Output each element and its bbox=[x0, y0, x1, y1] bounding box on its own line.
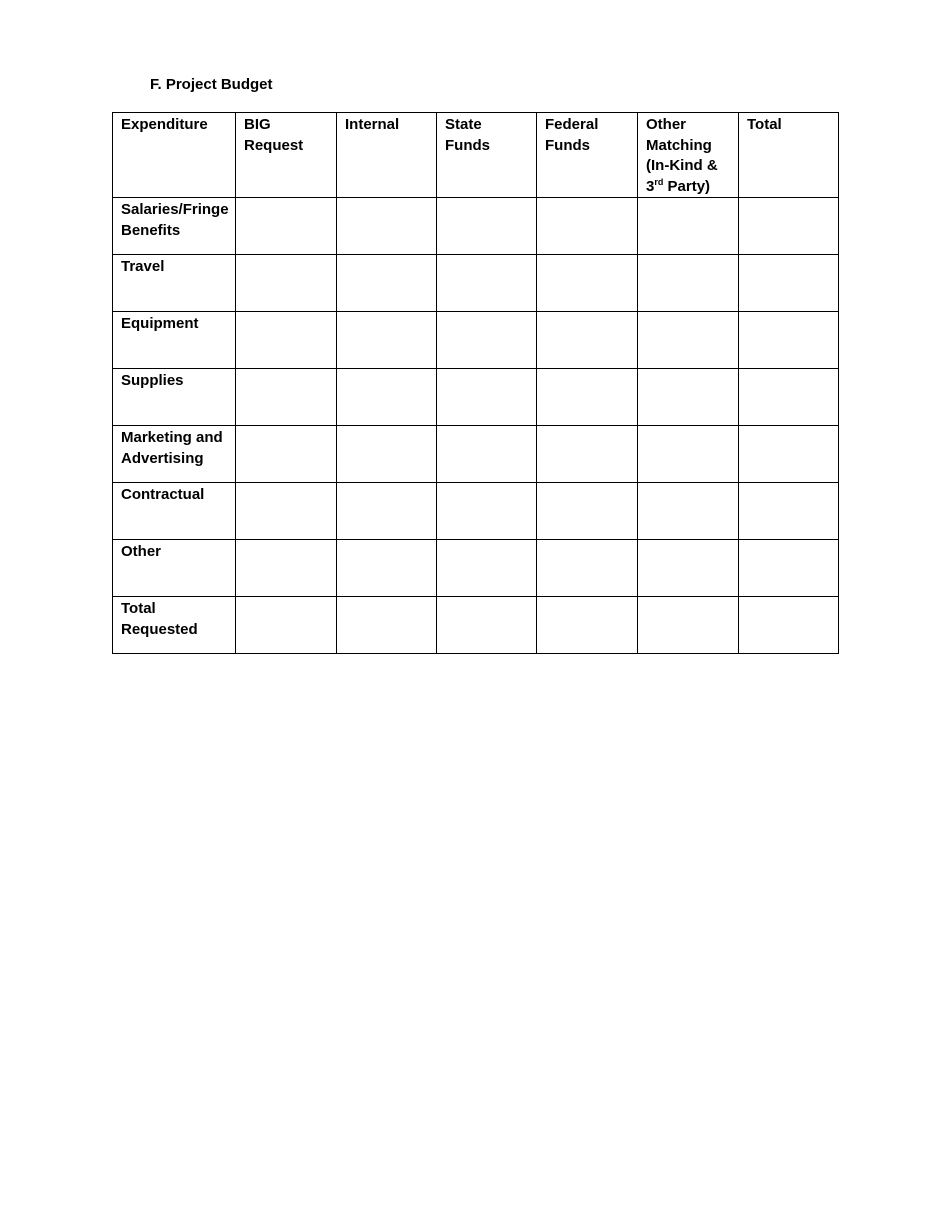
budget-cell[interactable] bbox=[337, 369, 437, 426]
table-row bbox=[113, 426, 839, 483]
row-label-line: Marketing and bbox=[121, 429, 223, 446]
header-state-funds bbox=[437, 113, 537, 198]
budget-cell[interactable] bbox=[437, 597, 537, 654]
budget-cell[interactable] bbox=[638, 597, 739, 654]
budget-cell[interactable] bbox=[537, 540, 638, 597]
budget-cell[interactable] bbox=[337, 255, 437, 312]
table-row bbox=[113, 369, 839, 426]
header-row bbox=[113, 113, 839, 198]
budget-cell[interactable] bbox=[537, 312, 638, 369]
budget-cell[interactable] bbox=[236, 540, 337, 597]
budget-cell[interactable] bbox=[739, 255, 839, 312]
budget-cell[interactable] bbox=[739, 426, 839, 483]
budget-cell[interactable] bbox=[337, 426, 437, 483]
header-total bbox=[739, 113, 839, 198]
budget-cell[interactable] bbox=[236, 426, 337, 483]
row-label-cell bbox=[113, 597, 236, 654]
header-line: Request bbox=[244, 136, 304, 154]
row-label-cell bbox=[113, 198, 236, 255]
row-label-cell bbox=[113, 312, 236, 369]
budget-cell[interactable] bbox=[638, 540, 739, 597]
budget-cell[interactable] bbox=[739, 540, 839, 597]
table-row bbox=[113, 312, 839, 369]
header-line: Matching bbox=[646, 136, 712, 154]
budget-cell[interactable] bbox=[437, 255, 537, 312]
budget-cell[interactable] bbox=[537, 426, 638, 483]
budget-cell[interactable] bbox=[337, 540, 437, 597]
budget-cell[interactable] bbox=[537, 483, 638, 540]
header-line bbox=[646, 177, 731, 198]
header-line: Federal bbox=[545, 116, 599, 133]
row-label-line: Total bbox=[121, 600, 156, 617]
row-label-line: Supplies bbox=[121, 372, 184, 389]
budget-cell[interactable] bbox=[337, 597, 437, 654]
budget-cell[interactable] bbox=[638, 369, 739, 426]
section-title: F. Project Budget bbox=[150, 76, 273, 93]
budget-cell[interactable] bbox=[739, 369, 839, 426]
row-label-line: Salaries/Fringe bbox=[121, 201, 229, 218]
budget-cell[interactable] bbox=[437, 312, 537, 369]
header-line: Expenditure bbox=[121, 116, 208, 133]
budget-cell[interactable] bbox=[739, 483, 839, 540]
header-internal bbox=[337, 113, 437, 198]
budget-cell[interactable] bbox=[236, 312, 337, 369]
header-line: (In-Kind & bbox=[646, 157, 718, 174]
budget-cell[interactable] bbox=[437, 483, 537, 540]
row-label-line: Contractual bbox=[121, 486, 205, 503]
row-label-line: Other bbox=[121, 543, 162, 560]
budget-cell[interactable] bbox=[437, 369, 537, 426]
budget-cell[interactable] bbox=[236, 369, 337, 426]
row-label-line: Travel bbox=[121, 258, 165, 275]
row-label-line: Advertising bbox=[121, 449, 204, 467]
budget-cell[interactable] bbox=[236, 597, 337, 654]
budget-cell[interactable] bbox=[437, 540, 537, 597]
budget-cell[interactable] bbox=[638, 198, 739, 255]
party-label: Party) bbox=[663, 177, 711, 195]
row-label-line: Requested bbox=[121, 620, 198, 638]
header-other-matching bbox=[638, 113, 739, 198]
budget-cell[interactable] bbox=[638, 255, 739, 312]
budget-cell[interactable] bbox=[337, 483, 437, 540]
row-label-cell bbox=[113, 483, 236, 540]
header-line: BIG bbox=[244, 116, 271, 133]
budget-cell[interactable] bbox=[638, 426, 739, 483]
header-federal-funds bbox=[537, 113, 638, 198]
budget-cell[interactable] bbox=[739, 198, 839, 255]
budget-cell[interactable] bbox=[537, 255, 638, 312]
header-line: Internal bbox=[345, 116, 400, 133]
header-line: Total bbox=[747, 116, 782, 133]
budget-cell[interactable] bbox=[236, 483, 337, 540]
budget-cell[interactable] bbox=[537, 369, 638, 426]
row-label-cell bbox=[113, 369, 236, 426]
budget-cell[interactable] bbox=[337, 312, 437, 369]
header-expenditure bbox=[113, 113, 236, 198]
row-label-cell bbox=[113, 540, 236, 597]
ordinal-suffix: rd bbox=[654, 176, 664, 187]
table-row bbox=[113, 597, 839, 654]
budget-cell[interactable] bbox=[437, 198, 537, 255]
budget-cell[interactable] bbox=[739, 312, 839, 369]
table-row bbox=[113, 483, 839, 540]
header-line: Other bbox=[646, 116, 687, 133]
budget-cell[interactable] bbox=[236, 198, 337, 255]
row-label-cell bbox=[113, 255, 236, 312]
budget-cell[interactable] bbox=[537, 198, 638, 255]
header-line: Funds bbox=[445, 136, 490, 154]
row-label-line: Benefits bbox=[121, 221, 181, 239]
ordinal-number: 3 bbox=[646, 177, 655, 195]
budget-cell[interactable] bbox=[638, 312, 739, 369]
budget-cell[interactable] bbox=[236, 255, 337, 312]
budget-cell[interactable] bbox=[739, 597, 839, 654]
budget-cell[interactable] bbox=[638, 483, 739, 540]
table-row bbox=[113, 198, 839, 255]
table-row bbox=[113, 540, 839, 597]
budget-cell[interactable] bbox=[337, 198, 437, 255]
budget-cell[interactable] bbox=[437, 426, 537, 483]
row-label-line: Equipment bbox=[121, 315, 199, 332]
project-budget-table bbox=[112, 112, 839, 654]
header-line: State bbox=[445, 116, 482, 133]
header-line: Funds bbox=[545, 136, 590, 154]
budget-cell[interactable] bbox=[537, 597, 638, 654]
row-label-cell bbox=[113, 426, 236, 483]
table-row bbox=[113, 255, 839, 312]
header-big-request bbox=[236, 113, 337, 198]
